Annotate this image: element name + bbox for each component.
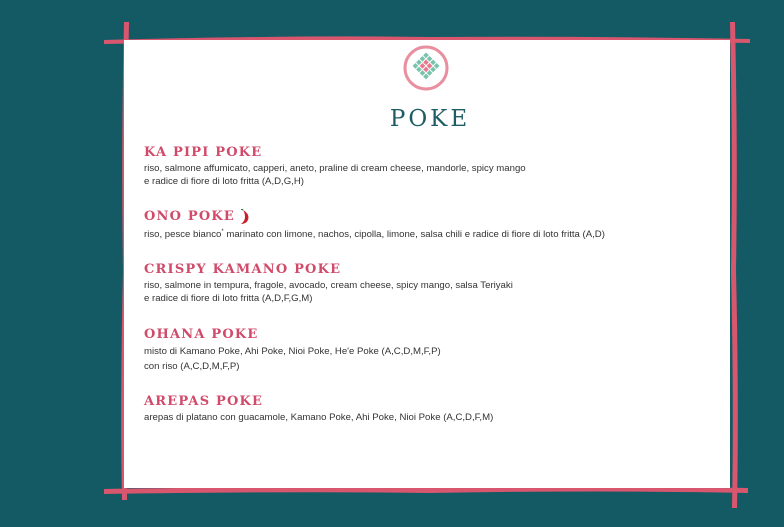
- description-line: e radice di fiore di loto fritta (A,D,G,H): [144, 176, 304, 187]
- chili-pepper-icon: [240, 209, 250, 225]
- description-line: riso, salmone affumicato, capperi, aneto, praline di cream cheese, mandorle, spicy mango: [144, 163, 526, 174]
- menu-item-description: [144, 344, 714, 374]
- description-line: misto di Kamano Poke, Ahi Poke, Nioi Poke, He'e Poke (A,C,D,M,F,P): [144, 346, 441, 357]
- menu-item-name: CRISPY KAMANO POKE: [144, 262, 342, 277]
- description-text: marinato con limone, nachos, cipolla, limone, salsa chili e radice di fiore di loto fritta (A,D): [223, 229, 605, 241]
- menu-item-name: OHANA POKE: [144, 327, 259, 342]
- menu-item-name-row: [144, 209, 714, 225]
- menu-item-name: KA PIPI POKE: [144, 145, 263, 160]
- menu-item-arepas-poke: [144, 394, 714, 424]
- description-line: riso, salmone in tempura, fragole, avocado, cream cheese, spicy mango, salsa Teriyaki: [144, 280, 513, 291]
- frame-right-stroke: [730, 22, 738, 508]
- menu-item-description: [144, 279, 714, 305]
- mosaic-emblem-icon: [403, 45, 449, 91]
- page-title: POKE: [389, 106, 471, 132]
- description-line: e radice di fiore di loto fritta (A,D,F,G,M): [144, 293, 313, 304]
- menu-item-ka-pipi-poke: [144, 145, 714, 188]
- description-line: arepas di platano con guacamole, Kamano Poke, Ahi Poke, Nioi Poke (A,C,D,F,M): [144, 412, 494, 423]
- menu-item-ono-poke: [144, 209, 714, 241]
- menu-item-description: [144, 226, 714, 241]
- menu-item-description: [144, 411, 714, 424]
- description-line: con riso (A,C,D,M,F,P): [144, 361, 240, 372]
- menu-item-name: AREPAS POKE: [144, 394, 264, 409]
- menu-item-crispy-kamano-poke: [144, 262, 714, 305]
- menu-item-name: ONO POKE: [144, 209, 235, 224]
- menu-item-ohana-poke: [144, 327, 714, 374]
- description-text: riso, pesce bianco: [144, 229, 222, 241]
- menu-item-description: [144, 162, 714, 188]
- footnote-mark: *: [221, 229, 224, 235]
